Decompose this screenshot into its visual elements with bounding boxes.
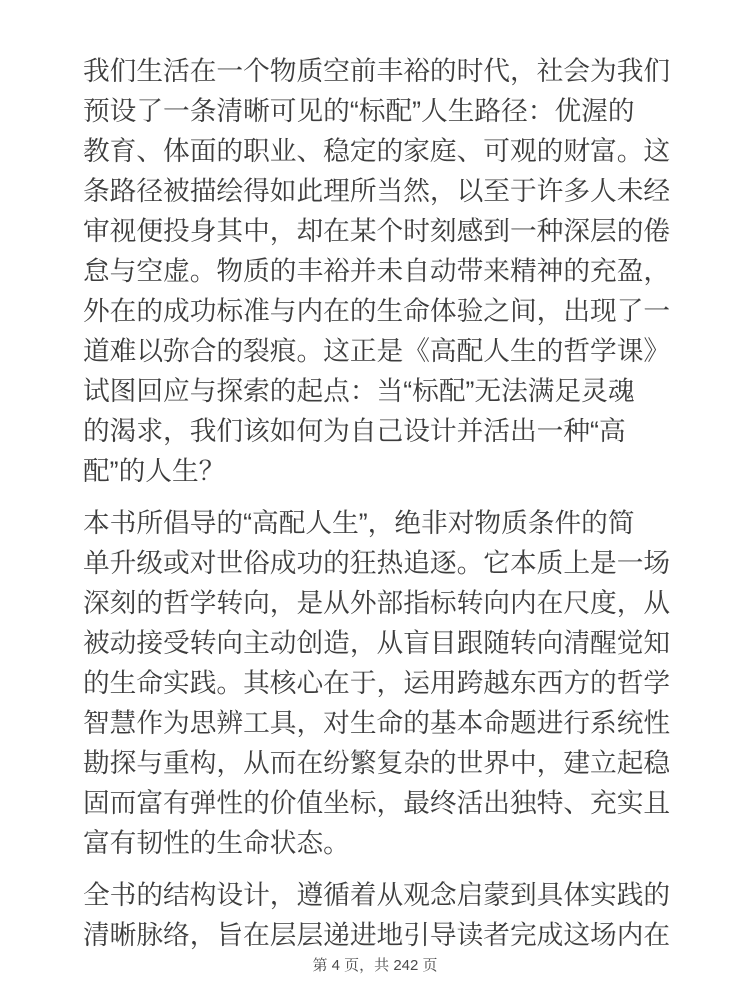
text-line: 本书所倡导的“高配人生”，绝非对物质条件的简 <box>83 508 635 538</box>
paragraph <box>83 503 679 863</box>
paragraph <box>83 875 679 955</box>
text-line: 固而富有弹性的价值坐标，最终活出独特、充实且 <box>83 788 671 818</box>
text-line: 审视便投身其中，却在某个时刻感到一种深层的倦 <box>83 216 671 246</box>
text-line: 预设了一条清晰可见的“标配”人生路径：优渥的 <box>83 96 635 126</box>
text-line: 清晰脉络，旨在层层递进地引导读者完成这场内在 <box>83 920 671 950</box>
text-line: 我们生活在一个物质空前丰裕的时代，社会为我们 <box>83 56 671 86</box>
text-line: 深刻的哲学转向，是从外部指标转向内在尺度，从 <box>83 588 671 618</box>
text-line: 条路径被描绘得如此理所当然，以至于许多人未经 <box>83 176 671 206</box>
text-line: 单升级或对世俗成功的狂热追逐。它本质上是一场 <box>83 548 671 578</box>
text-line: 配”的人生？ <box>83 456 226 486</box>
paragraph <box>83 51 679 491</box>
text-line: 怠与空虚。物质的丰裕并未自动带来精神的充盈， <box>83 256 671 286</box>
text-line: 被动接受转向主动创造，从盲目跟随转向清醒觉知 <box>83 628 671 658</box>
text-line: 教育、体面的职业、稳定的家庭、可观的财富。这 <box>83 136 671 166</box>
text-line: 勘探与重构，从而在纷繁复杂的世界中，建立起稳 <box>83 748 671 778</box>
text-line: 智慧作为思辨工具，对生命的基本命题进行系统性 <box>83 708 671 738</box>
page-number-footer: 第 4 页，共 242 页 <box>312 957 438 974</box>
text-content <box>83 51 679 967</box>
text-line: 道难以弥合的裂痕。这正是《高配人生的哲学课》 <box>83 336 671 366</box>
text-line: 富有韧性的生命状态。 <box>83 828 350 858</box>
text-line: 的生命实践。其核心在于，运用跨越东西方的哲学 <box>83 668 671 698</box>
text-line: 的渴求，我们该如何为自己设计并活出一种“高 <box>83 416 626 446</box>
text-line: 全书的结构设计，遵循着从观念启蒙到具体实践的 <box>83 880 671 910</box>
text-line: 试图回应与探索的起点：当“标配”无法满足灵魂 <box>83 376 635 406</box>
text-line: 外在的成功标准与内在的生命体验之间，出现了一 <box>83 296 671 326</box>
